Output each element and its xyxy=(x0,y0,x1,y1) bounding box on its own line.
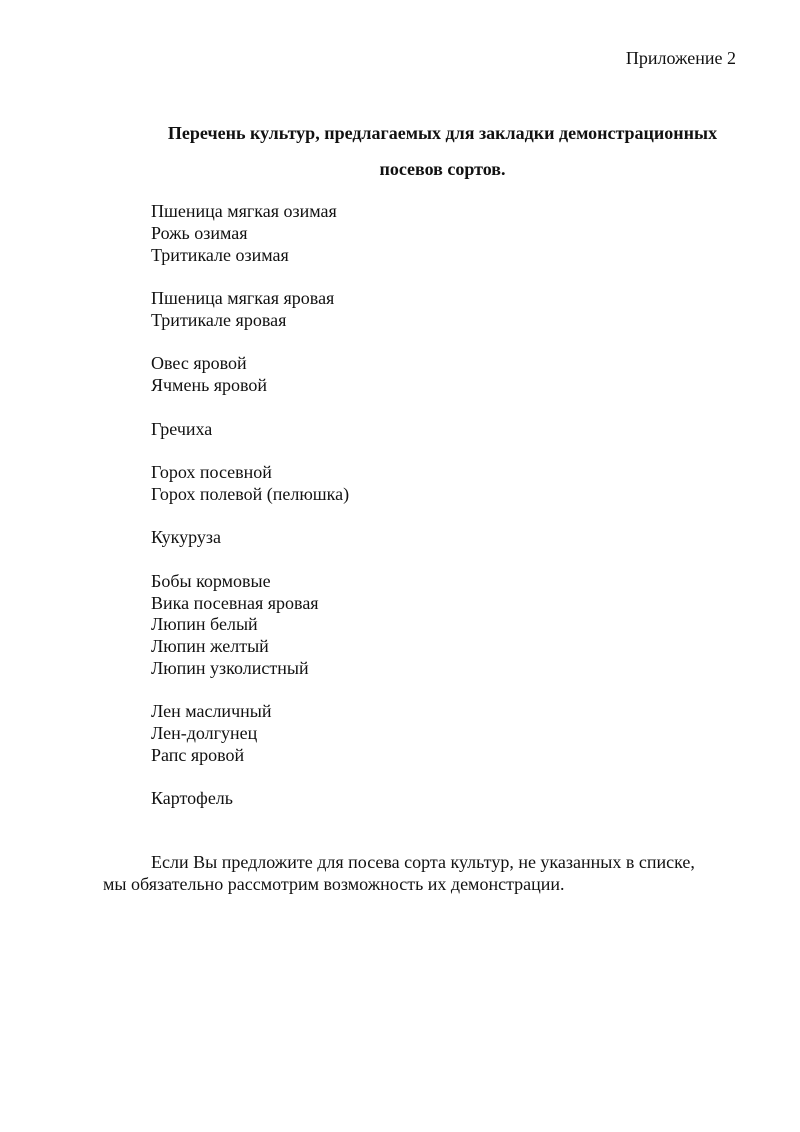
crop-item: Люпин желтый xyxy=(151,636,269,656)
crop-group-peas xyxy=(151,462,349,506)
crop-item: Тритикале озимая xyxy=(151,244,289,265)
crop-group-oilseeds-fiber xyxy=(151,701,349,766)
note-line-1: Если Вы предложите для посева сорта культур, не указанных в списке, xyxy=(151,852,695,872)
crop-group-winter-cereals xyxy=(151,201,349,266)
crop-item: Люпин белый xyxy=(151,614,258,635)
crop-group-potato xyxy=(151,788,349,810)
crop-item: Кукуруза xyxy=(151,527,222,548)
crop-group-legumes xyxy=(151,571,349,680)
crop-item: Ячмень яровой xyxy=(151,375,268,395)
crop-item: Горох посевной xyxy=(151,462,272,482)
crop-item: Овес яровой xyxy=(151,353,247,374)
closing-note xyxy=(103,851,743,895)
crop-group-corn xyxy=(151,527,349,549)
document-title xyxy=(100,115,785,187)
crop-group-oats-barley xyxy=(151,353,349,397)
crop-item: Горох полевой (пелюшка) xyxy=(151,483,350,504)
crop-list xyxy=(151,201,349,810)
crop-item: Пшеница мягкая яровая xyxy=(151,288,335,308)
crop-item: Люпин узколистный xyxy=(151,657,309,678)
title-line-2: посевов сортов. xyxy=(379,159,506,179)
crop-item: Вика посевная яровая xyxy=(151,592,319,613)
crop-item: Лен-долгунец xyxy=(151,723,258,743)
crop-item: Пшеница мягкая озимая xyxy=(151,201,337,221)
crop-group-spring-cereals xyxy=(151,288,349,332)
title-line-1: Перечень культур, предлагаемых для закладки демонстрационных xyxy=(167,123,718,143)
crop-item: Тритикале яровая xyxy=(151,309,287,330)
crop-item: Картофель xyxy=(151,788,233,809)
crop-item: Гречиха xyxy=(151,418,213,439)
note-line-2: мы обязательно рассмотрим возможность их демонстрации. xyxy=(103,874,565,894)
crop-item: Бобы кормовые xyxy=(151,570,271,591)
crop-item: Рожь озимая xyxy=(151,222,248,243)
crop-item: Рапс яровой xyxy=(151,744,245,765)
crop-item: Лен масличный xyxy=(151,701,272,722)
crop-group-buckwheat xyxy=(151,419,349,441)
appendix-label: Приложение 2 xyxy=(625,48,736,68)
